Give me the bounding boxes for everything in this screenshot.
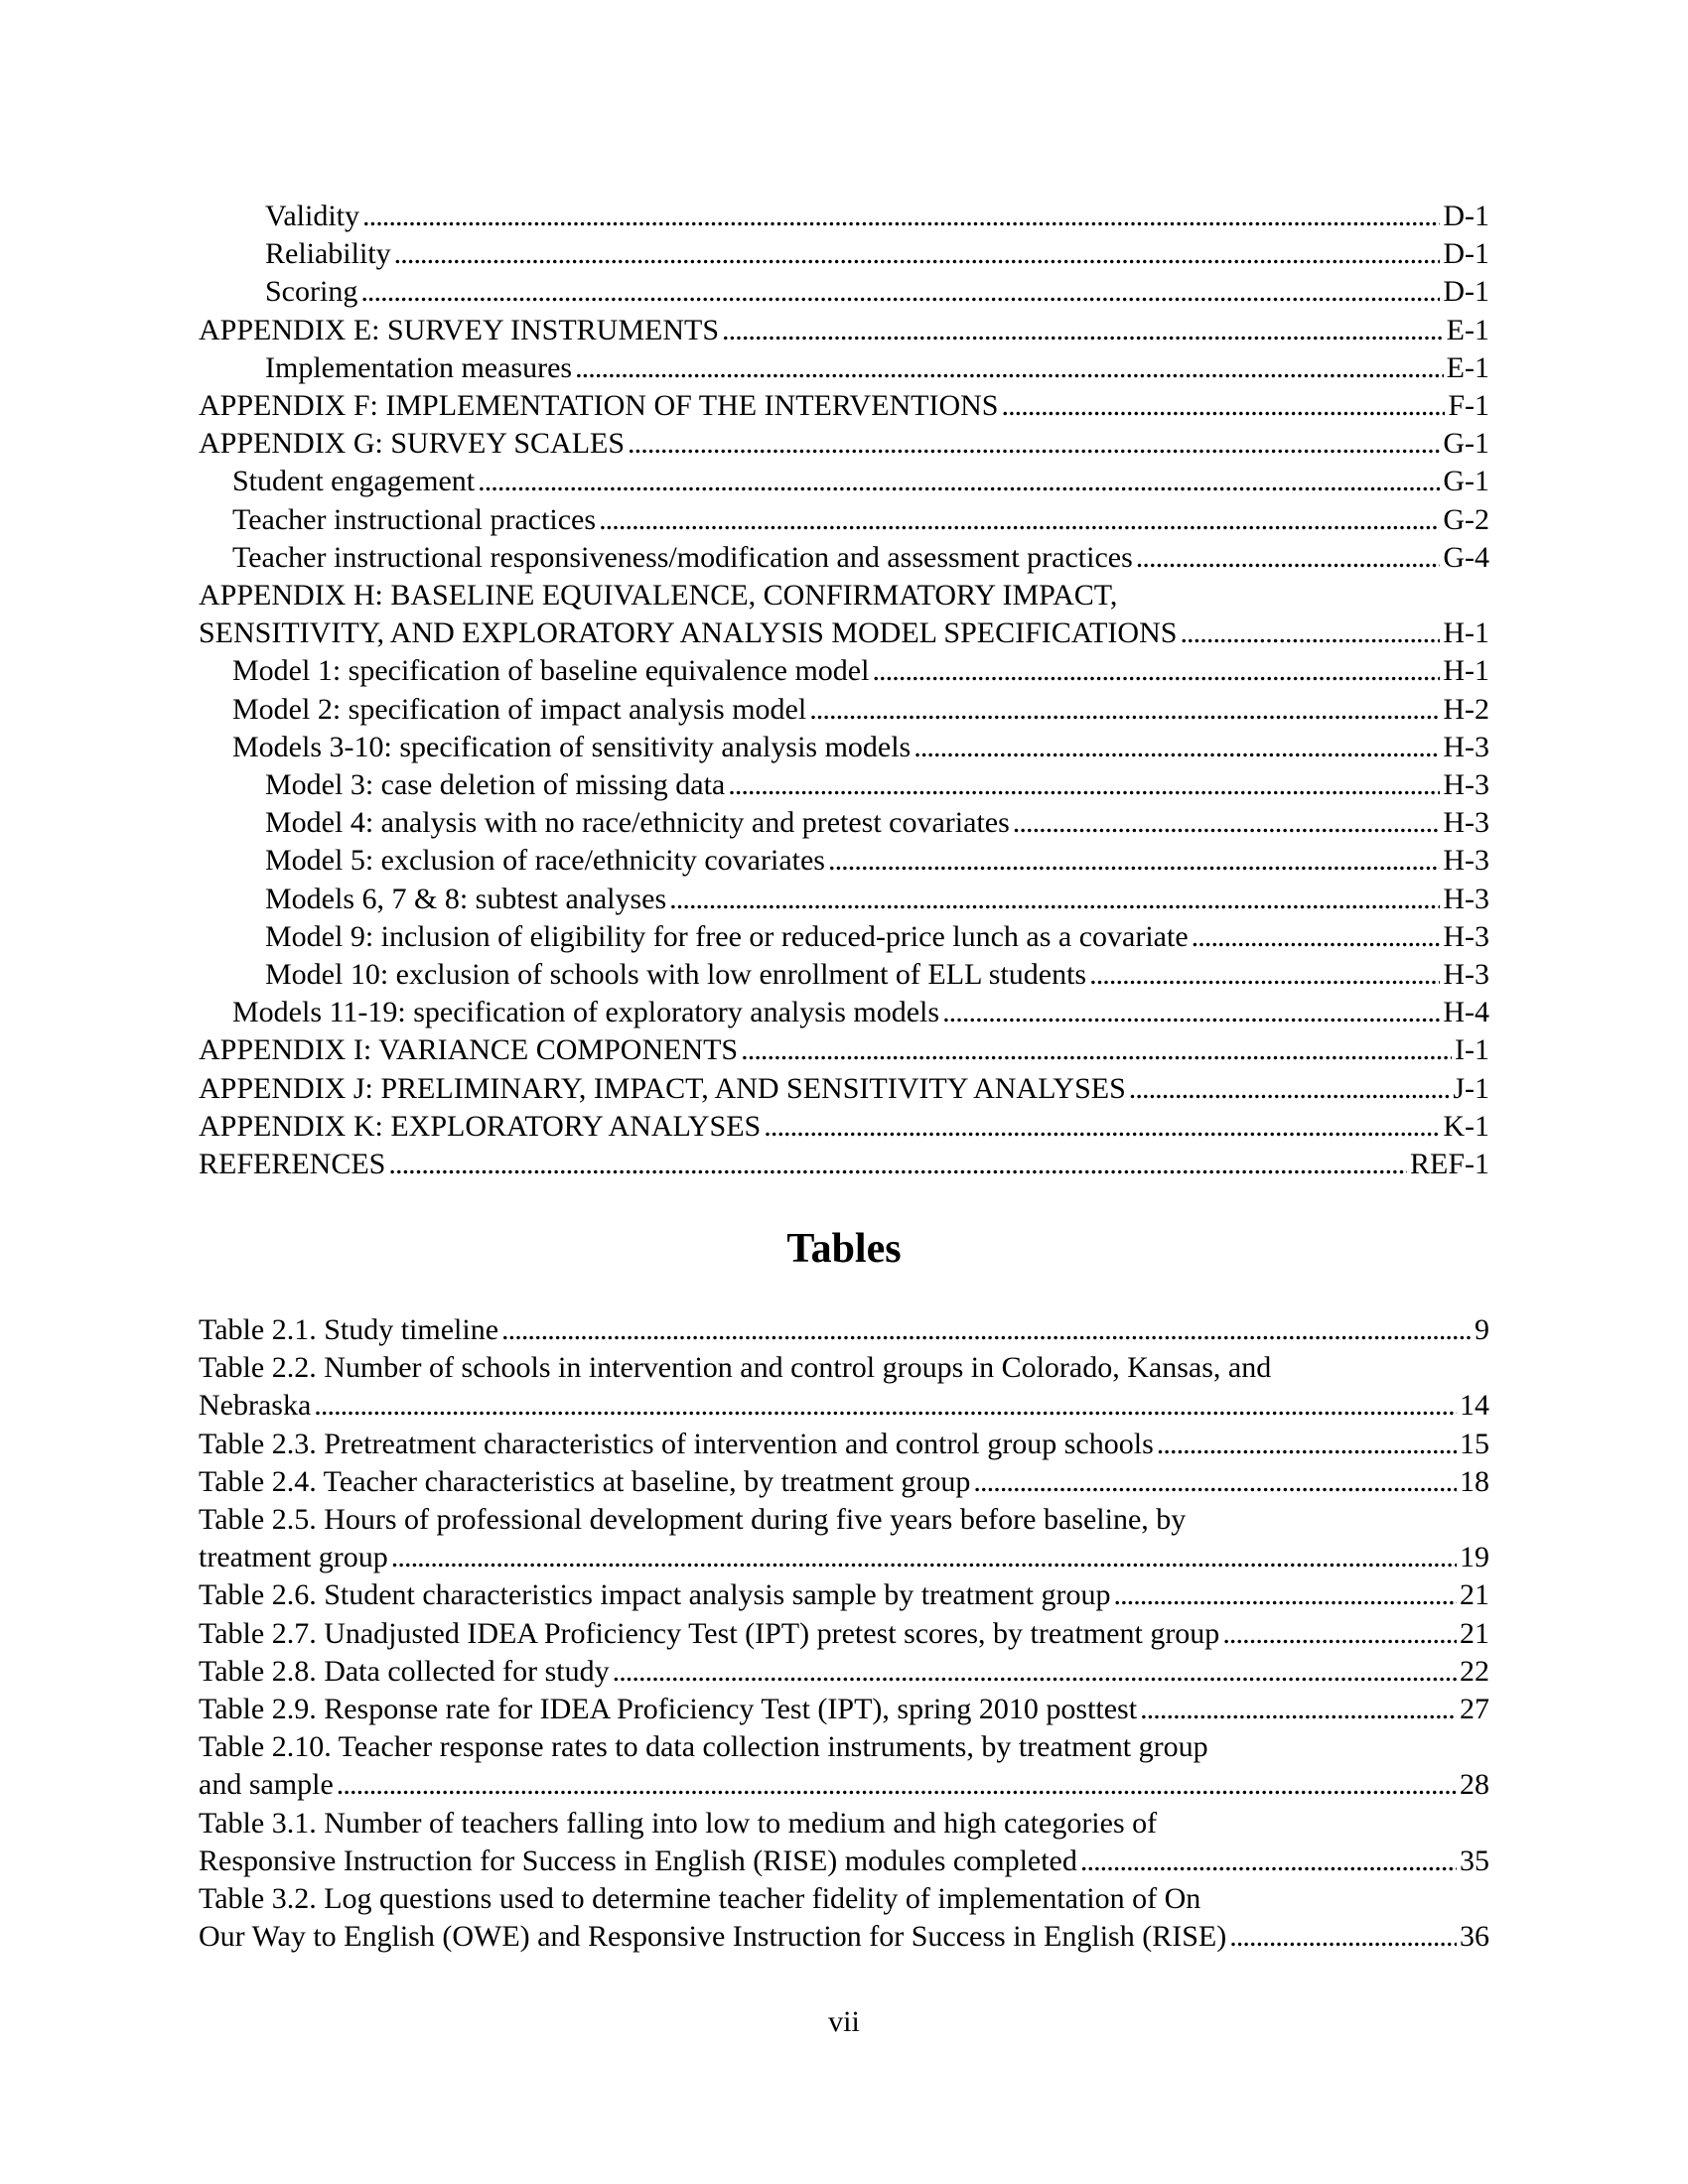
toc-entry-page: 36 <box>1460 1920 1489 1954</box>
toc-entry-title: Table 2.3. Pretreatment characteristics of intervention and control group schools <box>199 1427 1154 1460</box>
toc-entry-page: 14 <box>1460 1389 1489 1423</box>
dot-leader <box>722 312 1444 349</box>
dot-leader <box>764 1108 1440 1146</box>
toc-entry[interactable] <box>199 501 1489 539</box>
toc-entry[interactable] <box>199 1146 1489 1183</box>
dot-leader <box>362 198 1440 235</box>
toc-entry-title: Model 10: exclusion of schools with low enrollment of ELL students <box>265 958 1087 992</box>
toc-entry-page: H-3 <box>1443 806 1489 840</box>
toc-entry-title: Model 3: case deletion of missing data <box>265 768 726 802</box>
toc-entry-page: G-4 <box>1443 540 1489 574</box>
toc-entry[interactable] <box>199 652 1489 690</box>
toc-entry-title: Teacher instructional responsiveness/modification and assessment practices <box>232 540 1133 574</box>
dot-leader <box>391 1539 1457 1576</box>
toc-entry-page: 15 <box>1460 1427 1489 1460</box>
dot-leader <box>942 994 1440 1031</box>
toc-entry-title: Models 3-10: specification of sensitivity analysis models <box>232 730 912 763</box>
toc-entry-page: 35 <box>1460 1843 1489 1877</box>
dot-leader <box>628 425 1440 463</box>
toc-entry-page: D-1 <box>1443 275 1489 309</box>
toc-entry-title: Model 4: analysis with no race/ethnicity and pretest covariates <box>265 806 1010 840</box>
toc-entry-page: H-1 <box>1443 616 1489 650</box>
toc-entry-title-line: Table 3.2. Log questions used to determine teacher fidelity of implementation of On <box>199 1882 1201 1916</box>
dot-leader <box>314 1387 1457 1425</box>
toc-appendix-list <box>199 198 1489 1183</box>
toc-entry[interactable] <box>199 956 1489 994</box>
toc-entry[interactable] <box>199 273 1489 311</box>
toc-entry-page: E-1 <box>1446 350 1489 384</box>
toc-entry-title: Teacher instructional practices <box>232 502 597 536</box>
toc-entry[interactable] <box>199 1463 1489 1501</box>
dot-leader <box>1140 1691 1457 1728</box>
toc-entry-page: G-2 <box>1443 502 1489 536</box>
toc-entry-title: Table 2.1. Study timeline <box>199 1313 499 1346</box>
dot-leader <box>1129 1070 1451 1108</box>
toc-entry-title: REFERENCES <box>199 1148 386 1181</box>
dot-leader <box>394 235 1441 273</box>
dot-leader <box>872 652 1440 690</box>
toc-entry-title: Validity <box>265 200 359 232</box>
dot-leader <box>741 1031 1452 1069</box>
toc-entry[interactable] <box>199 918 1489 956</box>
toc-entry[interactable] <box>199 1501 1489 1576</box>
toc-entry-title: Models 6, 7 & 8: subtest analyses <box>265 882 667 915</box>
toc-entry-page: G-1 <box>1443 465 1489 498</box>
toc-entry[interactable] <box>199 994 1489 1031</box>
toc-entry-title: Nebraska <box>199 1389 312 1423</box>
toc-entry-title: Table 2.4. Teacher characteristics at baseline, by treatment group <box>199 1464 971 1498</box>
toc-entry-title: Models 11-19: specification of exploratory analysis models <box>232 996 940 1029</box>
toc-entry-page: H-4 <box>1443 996 1489 1029</box>
dot-leader <box>973 1463 1457 1501</box>
toc-entry[interactable] <box>199 425 1489 463</box>
toc-entry-page: K-1 <box>1443 1109 1489 1143</box>
toc-entry-title: APPENDIX K: EXPLORATORY ANALYSES <box>199 1109 762 1143</box>
toc-entry-title: Table 2.6. Student characteristics impact analysis sample by treatment group <box>199 1578 1111 1612</box>
toc-entry[interactable] <box>199 881 1489 918</box>
toc-entry[interactable] <box>199 235 1489 273</box>
toc-entry[interactable] <box>199 1576 1489 1614</box>
toc-entry-title: Table 2.9. Response rate for IDEA Proficiency Test (IPT), spring 2010 posttest <box>199 1693 1138 1726</box>
dot-leader <box>669 881 1440 918</box>
toc-entry[interactable] <box>199 1426 1489 1463</box>
toc-entry-title-line: Table 2.10. Teacher response rates to data collection instruments, by treatment group <box>199 1730 1208 1764</box>
toc-entry[interactable] <box>199 1108 1489 1146</box>
toc-entry[interactable] <box>199 729 1489 766</box>
toc-entry-title: APPENDIX F: IMPLEMENTATION OF THE INTERVENTIONS <box>199 389 999 423</box>
toc-entry-page: 27 <box>1460 1693 1489 1726</box>
toc-entry[interactable] <box>199 1615 1489 1653</box>
dot-leader <box>728 766 1440 804</box>
toc-entry-title-line: APPENDIX H: BASELINE EQUIVALENCE, CONFIRMATORY IMPACT, <box>199 579 1118 613</box>
tables-heading: Tables <box>786 1226 902 1272</box>
dot-leader <box>1180 614 1440 652</box>
toc-entry-title: APPENDIX J: PRELIMINARY, IMPACT, AND SENSITIVITY ANALYSES <box>199 1071 1126 1105</box>
toc-entry[interactable] <box>199 1070 1489 1108</box>
toc-entry-page: H-3 <box>1443 958 1489 992</box>
toc-entry[interactable] <box>199 1880 1489 1956</box>
toc-tables-list <box>199 1311 1489 1956</box>
dot-leader <box>1013 804 1441 842</box>
toc-entry-page: H-3 <box>1443 768 1489 802</box>
toc-entry[interactable] <box>199 804 1489 842</box>
toc-entry-page: 22 <box>1460 1654 1489 1688</box>
toc-entry-title: APPENDIX E: SURVEY INSTRUMENTS <box>199 313 720 346</box>
toc-entry-title: SENSITIVITY, AND EXPLORATORY ANALYSIS MODEL SPECIFICATIONS <box>199 616 1178 650</box>
toc-entry-title: Responsive Instruction for Success in English (RISE) modules completed <box>199 1843 1077 1877</box>
toc-entry-page: 19 <box>1460 1541 1489 1574</box>
dot-leader <box>575 349 1444 387</box>
toc-entry[interactable] <box>199 463 1489 500</box>
toc-entry[interactable] <box>199 766 1489 804</box>
dot-leader <box>1001 387 1445 425</box>
toc-entry-page: G-1 <box>1443 427 1489 461</box>
toc-entry-page: H-3 <box>1443 730 1489 763</box>
dot-leader <box>337 1766 1457 1804</box>
toc-entry-title-line: Table 2.2. Number of schools in intervention and control groups in Colorado, Kansas, and <box>199 1351 1272 1385</box>
toc-entry-page: 9 <box>1475 1313 1489 1346</box>
toc-entry-title: Model 2: specification of impact analysis model <box>232 692 807 726</box>
toc-entry-page: H-3 <box>1443 844 1489 878</box>
toc-entry[interactable] <box>199 539 1489 577</box>
dot-leader <box>1113 1576 1457 1614</box>
toc-entry[interactable] <box>199 387 1489 425</box>
dot-leader <box>599 501 1440 539</box>
toc-entry[interactable] <box>199 1653 1489 1691</box>
page-number: vii <box>828 2005 860 2038</box>
toc-entry[interactable] <box>199 1728 1489 1804</box>
toc-entry-page: 21 <box>1460 1578 1489 1612</box>
toc-entry-title: APPENDIX I: VARIANCE COMPONENTS <box>199 1033 739 1067</box>
toc-entry-page: H-3 <box>1443 919 1489 953</box>
toc-entry[interactable] <box>199 691 1489 729</box>
toc-entry-page: H-2 <box>1443 692 1489 726</box>
toc-entry[interactable] <box>199 842 1489 880</box>
dot-leader <box>613 1653 1457 1691</box>
toc-entry-title: Reliability <box>265 237 391 271</box>
dot-leader <box>828 842 1440 880</box>
toc-entry-title: Implementation measures <box>265 350 573 384</box>
toc-entry[interactable] <box>199 1311 1489 1349</box>
toc-entry-page: H-3 <box>1443 882 1489 915</box>
toc-entry-page: D-1 <box>1443 237 1489 271</box>
toc-entry-page: J-1 <box>1453 1071 1489 1105</box>
toc-entry-page: H-1 <box>1443 654 1489 688</box>
dot-leader <box>1229 1918 1457 1956</box>
toc-entry-title: Student engagement <box>232 465 476 498</box>
toc-entry-page: F-1 <box>1448 389 1489 423</box>
toc-entry-page: 21 <box>1460 1616 1489 1650</box>
toc-entry[interactable] <box>199 1691 1489 1728</box>
toc-entry-page: I-1 <box>1455 1033 1489 1067</box>
toc-entry-title: Model 5: exclusion of race/ethnicity covariates <box>265 844 825 878</box>
toc-entry[interactable] <box>199 1805 1489 1880</box>
dot-leader <box>914 729 1440 766</box>
toc-entry-title: treatment group <box>199 1541 388 1574</box>
toc-entry[interactable] <box>199 1031 1489 1069</box>
toc-entry-title: APPENDIX G: SURVEY SCALES <box>199 427 626 461</box>
toc-entry-page: REF-1 <box>1409 1148 1489 1181</box>
toc-entry[interactable] <box>199 577 1489 652</box>
toc-entry-title: Model 1: specification of baseline equivalence model <box>232 654 870 688</box>
toc-entry[interactable] <box>199 198 1489 235</box>
toc-entry-title: Table 2.8. Data collected for study <box>199 1654 610 1688</box>
dot-leader <box>1080 1843 1457 1880</box>
dot-leader <box>388 1146 1407 1183</box>
dot-leader <box>1222 1615 1457 1653</box>
dot-leader <box>1192 918 1441 956</box>
toc-entry-title: Model 9: inclusion of eligibility for free or reduced-price lunch as a covariate <box>265 919 1189 953</box>
dot-leader <box>809 691 1440 729</box>
toc-entry-page: 18 <box>1460 1464 1489 1498</box>
toc-entry-page: 28 <box>1460 1768 1489 1802</box>
dot-leader <box>360 273 1440 311</box>
dot-leader <box>1136 539 1441 577</box>
toc-entry-title: Table 2.7. Unadjusted IDEA Proficiency Test (IPT) pretest scores, by treatment group <box>199 1616 1220 1650</box>
toc-entry-title: and sample <box>199 1768 334 1802</box>
toc-entry-title-line: Table 2.5. Hours of professional development during five years before baseline, by <box>199 1503 1187 1537</box>
toc-entry-page: E-1 <box>1446 313 1489 346</box>
dot-leader <box>1157 1426 1457 1463</box>
dot-leader <box>501 1311 1472 1349</box>
toc-entry[interactable] <box>199 349 1489 387</box>
toc-entry[interactable] <box>199 1349 1489 1425</box>
dot-leader <box>478 463 1440 500</box>
dot-leader <box>1089 956 1440 994</box>
toc-entry-page: D-1 <box>1443 200 1489 232</box>
toc-entry-title: Scoring <box>265 275 358 309</box>
toc-entry[interactable] <box>199 312 1489 349</box>
toc-entry-title-line: Table 3.1. Number of teachers falling into low to medium and high categories of <box>199 1806 1158 1840</box>
toc-entry-title: Our Way to English (OWE) and Responsive Instruction for Success in English (RISE) <box>199 1920 1227 1954</box>
